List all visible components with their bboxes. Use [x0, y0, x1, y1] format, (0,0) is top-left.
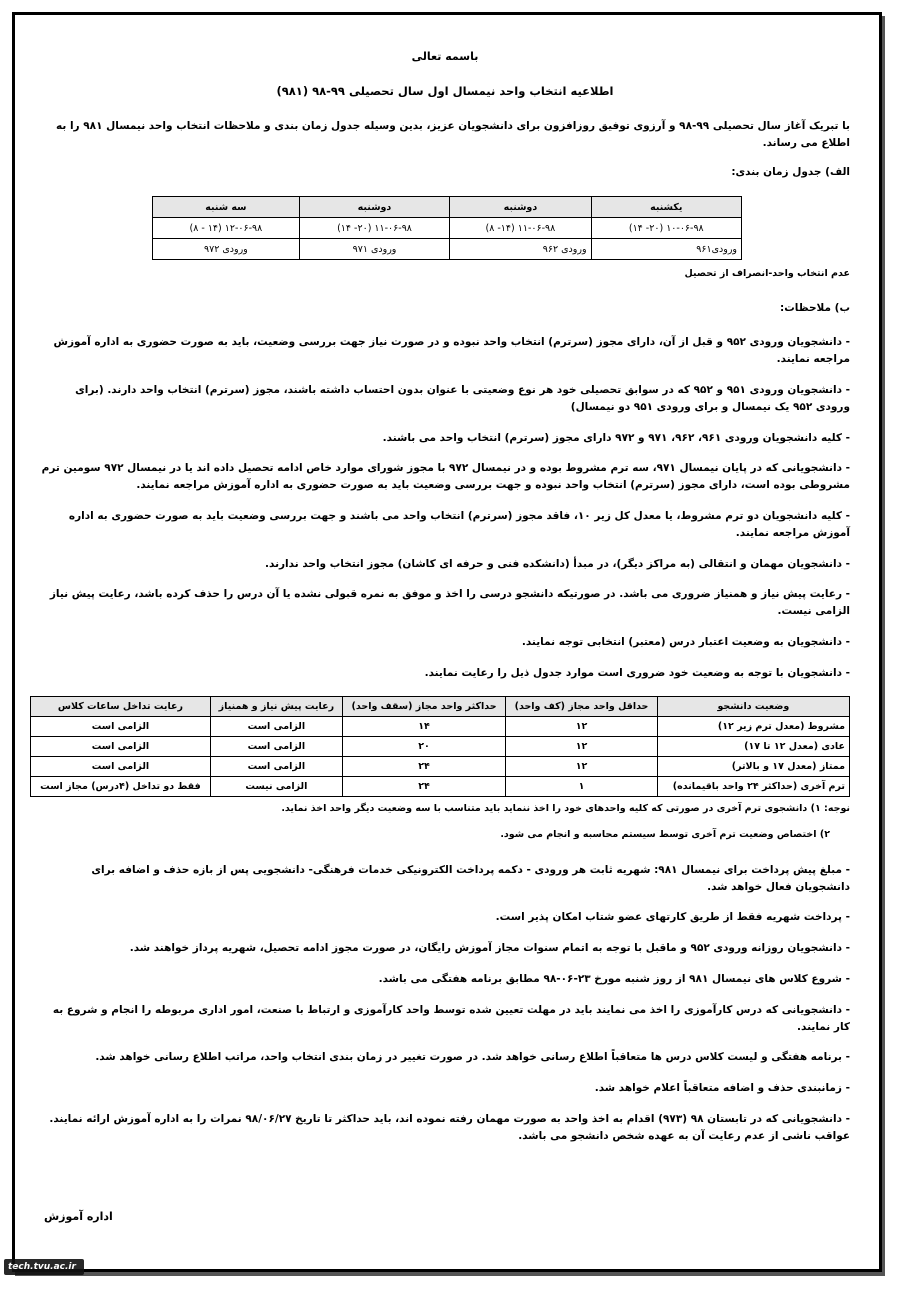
schedule-header: یکشنبه: [591, 197, 741, 218]
status-cell: الزامی است: [31, 736, 211, 756]
note-item: - مبلغ پیش پرداخت برای نیمسال ۹۸۱: شهریه ثابت هر ورودی - دکمه پرداخت الکترونیکی خدمات فرهنگی- دانشجویی پس از بازه حذف و اضافه برای دانشجویان فعال خواهد شد.: [91, 863, 850, 893]
status-cell: ۱۲: [506, 757, 657, 777]
section-a-heading: الف) جدول زمان بندی:: [731, 165, 850, 178]
status-cell: عادی (معدل ۱۲ تا ۱۷): [657, 736, 849, 756]
schedule-date: ۱۱-۰۶-۹۸ (۱۴- ۸): [450, 218, 591, 239]
schedule-header: سه شنبه: [153, 197, 300, 218]
status-cell: الزامی است: [210, 736, 342, 756]
status-header: حداقل واحد مجاز (کف واحد): [506, 696, 657, 716]
schedule-table: [152, 196, 742, 260]
status-cell: فقط دو تداخل (۴درس) مجاز است: [31, 777, 211, 797]
signature: اداره آموزش: [44, 1210, 113, 1223]
schedule-date: ۱۲-۰۶-۹۸ (۱۴ - ۸): [153, 218, 300, 239]
note-item: - دانشجویانی که در تابستان ۹۸ (۹۷۳) اقدام به اخذ واحد به صورت مهمان رفته نموده اند، باید حداکثر تا تاریخ ۹۸/۰۶/۲۷ نمرات را به اداره آموزش ارائه نمایند. عواقب ناشی از عدم رعایت آن به عهده شخص دانشجو می باشد.: [49, 1113, 850, 1142]
note-item: - دانشجویان با توجه به وضعیت خود ضروری است موارد جدول ذیل را رعایت نمایند.: [424, 666, 850, 679]
note-item: - دانشجویان ورودی ۹۵۲ و قبل از آن، دارای مجوز (سرترم) انتخاب واحد نبوده و در صورت نیاز جهت بررسی وضعیت، باید به صورت حضوری به اداره آموزش مراجعه نمایند.: [53, 336, 850, 366]
status-cell: ۱: [506, 777, 657, 797]
status-header: رعایت تداخل ساعات کلاس: [31, 696, 211, 716]
footnote-2: ۲) اختصاص وضعیت ترم آخری توسط سیستم محاسبه و انجام می شود.: [500, 828, 830, 840]
status-cell: ۱۴: [342, 716, 505, 736]
doc-title: اطلاعیه انتخاب واحد نیمسال اول سال تحصیلی ۹۹-۹۸ (۹۸۱): [276, 83, 614, 98]
note-item: - رعایت پیش نیاز و همنیاز ضروری می باشد. در صورتیکه دانشجو درسی را اخذ و موفق به نمره قبولی نشده یا آن درس را حذف کرده باشد، رعایت پیش نیاز الزامی نیست.: [49, 588, 850, 618]
notes-list-2: [40, 862, 850, 1145]
schedule-date: ۱۱-۰۶-۹۸ (۲۰- ۱۴): [299, 218, 449, 239]
schedule-header: دوشنبه: [299, 197, 449, 218]
note-item: - برنامه هفتگی و لیست کلاس درس ها متعاقباً اطلاع رسانی خواهد شد. در صورت تغییر در زمان بندی انتخاب واحد، مراتب اطلاع رسانی خواهد شد.: [95, 1051, 850, 1064]
status-cell: ۱۲: [506, 736, 657, 756]
note-item: - دانشجویانی که در پایان نیمسال ۹۷۱، سه ترم مشروط بوده و در نیمسال ۹۷۲ با مجوز شورای موارد خاص ادامه تحصیل داده اند یا در نیمسال ۹۷۲ سومین ترم مشروطی بوده است، دارای مجوز (سرترم) انتخاب واحد نبوده و جهت بررسی وضعیت باید به صورت حضوری به اداره آموزش مراجعه نمایند.: [41, 462, 850, 492]
status-cell: ۲۰: [342, 736, 505, 756]
note-item: - دانشجویان مهمان و انتقالی (به مراکز دیگر)، در مبدأ (دانشکده فنی و حرفه ای کاشان) مجوز انتخاب واحد ندارند.: [265, 557, 850, 570]
status-cell: الزامی است: [210, 757, 342, 777]
schedule-date: ۱۰-۰۶-۹۸ (۲۰- ۱۴): [591, 218, 741, 239]
status-cell: مشروط (معدل ترم زیر ۱۲): [657, 716, 849, 736]
status-table: [30, 696, 850, 798]
status-header: رعایت پیش نیاز و همنیاز: [210, 696, 342, 716]
footnote-1: نوجه: ۱) دانشجوی ترم آخری در صورتی که کلیه واحدهای خود را اخذ ننماید باید متناسب با سه وضعیت دیگر واحد اخذ نماید.: [281, 803, 850, 815]
status-cell: الزامی است: [31, 716, 211, 736]
schedule-entry: ورودی ۹۶۲: [450, 239, 591, 260]
table-row: [31, 736, 850, 756]
section-b-heading: ب) ملاحظات:: [780, 301, 850, 314]
status-cell: ترم آخری (حداکثر ۲۴ واحد باقیمانده): [657, 777, 849, 797]
notes-list-1: [40, 334, 850, 681]
status-header: وضعیت دانشجو: [657, 696, 849, 716]
status-cell: الزامی است: [31, 757, 211, 777]
schedule-header: دوشنبه: [450, 197, 591, 218]
note-item: - شروع کلاس های نیمسال ۹۸۱ از روز شنبه مورخ ۲۳-۰۶-۹۸ مطابق برنامه هفتگی می باشد.: [378, 973, 850, 986]
status-cell: ممتاز (معدل ۱۷ و بالاتر): [657, 757, 849, 777]
note-item: - کلیه دانشجویان ورودی ۹۶۱، ۹۶۲، ۹۷۱ و ۹۷۲ دارای مجوز (سرترم) انتخاب واحد می باشند.: [382, 431, 850, 444]
status-cell: الزامی نیست: [210, 777, 342, 797]
note-item: - دانشجویان به وضعیت اعتبار درس (معتبر) انتخابی توجه نمایند.: [521, 635, 850, 648]
status-cell: ۱۲: [506, 716, 657, 736]
note-item: - دانشجویان ورودی ۹۵۱ و ۹۵۲ که در سوابق تحصیلی خود هر نوع وضعیتی با عنوان بدون احتساب داشته باشند، مجوز (سرترم) انتخاب واحد دارند. (برای ورودی ۹۵۲ یک نیمسال و برای ورودی ۹۵۱ دو نیمسال): [75, 383, 850, 413]
schedule-entry: ورودی۹۶۱: [591, 239, 741, 260]
schedule-entry: ورودی ۹۷۲: [153, 239, 300, 260]
status-cell: الزامی است: [210, 716, 342, 736]
status-header: حداکثر واحد مجاز (سقف واحد): [342, 696, 505, 716]
schedule-entry: ورودی ۹۷۱: [299, 239, 449, 260]
note-item: - دانشجویان روزانه ورودی ۹۵۲ و ماقبل با توجه به اتمام سنوات مجاز آموزش رایگان، در صورت مجوز ادامه تحصیل، شهریه پرداز خواهند شد.: [129, 942, 850, 955]
after-table-note: عدم انتخاب واحد-انصراف از تحصیل: [684, 268, 850, 280]
site-watermark: tech.tvu.ac.ir: [4, 1259, 84, 1275]
table-row: [31, 757, 850, 777]
note-item: - دانشجویانی که درس کارآموزی را اخذ می نمایند باید در مهلت تعیین شده توسط واحد کارآموزی و ارتباط با صنعت، امور اداری مربوطه را انجام و شروع به کار نمایند.: [52, 1003, 850, 1033]
status-cell: ۲۴: [342, 757, 505, 777]
table-row: [31, 777, 850, 797]
doc-heading: باسمه تعالی: [411, 50, 479, 63]
note-item: - پرداخت شهریه فقط از طریق کارتهای عضو شتاب امکان پذیر است.: [495, 911, 850, 924]
status-cell: ۲۴: [342, 777, 505, 797]
intro-paragraph: با تبریک آغاز سال تحصیلی ۹۹-۹۸ و آرزوی توفیق روزافزون برای دانشجویان عزیز، بدین وسیله جدول زمان بندی و ملاحظات انتخاب واحد نیمسال ۹۸۱ را به اطلاع می رساند.: [55, 119, 850, 149]
note-item: - زمانبندی حذف و اضافه متعاقباً اعلام خواهد شد.: [594, 1082, 850, 1095]
note-item: - کلیه دانشجویان دو ترم مشروط، یا معدل کل زیر ۱۰، فاقد مجوز (سرترم) انتخاب واحد می باشند و جهت بررسی وضعیت باید به صورت حضوری به اداره آموزش مراجعه نمایند.: [68, 509, 850, 539]
announcement-document: [40, 40, 850, 1159]
table-row: [31, 716, 850, 736]
